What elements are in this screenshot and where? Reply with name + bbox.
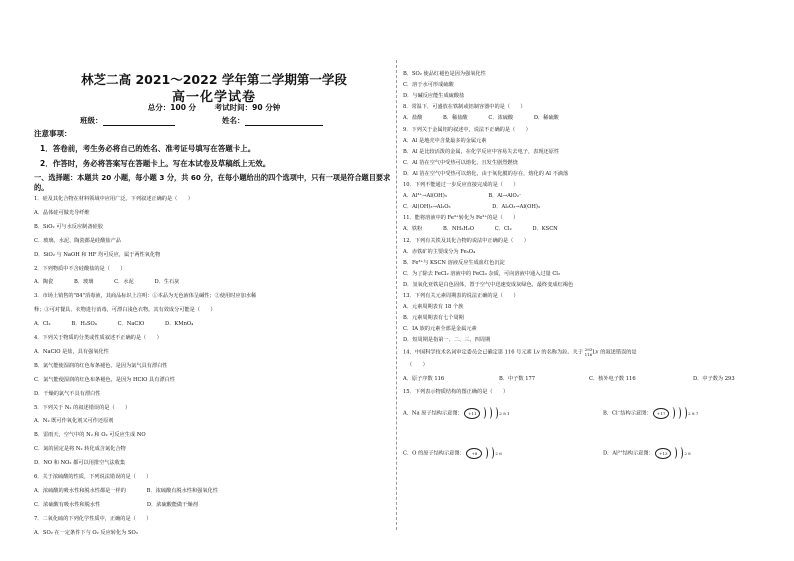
question-line: A．Al³⁺→Al(OH)₃ B．Al→AlO₂⁻	[403, 193, 522, 200]
question-line: 5．下列关于 N₂ 的叙述错误的是（ ）	[34, 404, 131, 411]
question-line: B．雷雨天，空气中的 N₂ 和 O₂ 可反应生成 NO	[34, 432, 146, 439]
question-line: 12．下列有关铁及其化合物的说法中正确的是（ ）	[403, 237, 529, 244]
question-line: A．铁粉 B．NH₃H₂O C．Cl₂ D．KSCN	[403, 226, 558, 233]
atom-diagram-icon: +13 2 8	[655, 447, 690, 459]
question-line: A．晶体硅可做光导纤维	[34, 209, 90, 216]
exam-time: 考试时间：90 分钟	[214, 103, 281, 112]
question-line: 7．二氧化硫的下列化学性质中，正确的是（ ）	[34, 515, 152, 522]
question-15: 15．下列表示物质结构的图正确的是（ ）	[403, 389, 509, 395]
atom-diagram-icon: +8 2 6	[466, 447, 501, 459]
question-line: C．氮的固定是将 N₂ 转化成含氮化合物	[34, 446, 126, 453]
question-line: B．Fe³⁺与 KSCN 溶液反应生成血红色沉淀	[403, 259, 505, 266]
question-line: C．Al(OH)₃→Al₂O₃ D．Al₂O₃→Al(OH)₃	[403, 204, 540, 211]
q14-option-c: C．核外电子数 116	[589, 376, 636, 382]
question-line: B．Al 是比较活泼的金属，在化学反应中容易失去电子，表现还原性	[403, 148, 560, 155]
question-line: C．玻璃、水泥、陶瓷都是硅酸盐产品	[34, 237, 121, 244]
question-line: 释；③可对餐具、衣物进行消毒，可漂白浅色衣物。其有效成分可能是（ ）	[34, 307, 216, 314]
question-line: 3．市场上销售的"84"消毒液，其商品标识上注明：①本品为无色液体呈碱性；②使用时应加水稀	[34, 293, 257, 300]
question-line: D．SiO₂ 与 NaOH 和 HF 均可反应，属于两性氧化物	[34, 251, 161, 258]
total-score: 总分：100 分	[147, 103, 197, 112]
class-field: 班级：	[80, 115, 175, 126]
q15-option-a: A．Na 原子结构示意图： +11 2 8 1	[403, 407, 510, 419]
question-line: B．SiO₂ 可与水反应制备硅胶	[34, 223, 103, 230]
section-heading: 一、选择题：本题共 20 小题，每小题 3 分，共 60 分，在每小题给出的四个选项中，只有一项是符合题目要求的。	[34, 173, 391, 192]
question-14: 14．中国科学技术名词审定委员会已确定第 116 号元素 Lv 的名称为鉝。关于 293 116Lv 的叙述错误的是	[403, 347, 637, 357]
question-line: A．盐酸 B．稀盐酸 C．浓硫酸 D．稀硫酸	[403, 115, 559, 122]
question-line: A．赤铁矿的主要成分为 Fe₃O₄	[403, 248, 476, 255]
question-line: A．N₂ 既可作氧化剂又可作还原剂	[34, 418, 114, 425]
note-item: 2．作答时，务必将答案写在答题卡上。写在本试卷及草稿纸上无效。	[40, 159, 271, 168]
question-line: 1．硅及其化合物在材料领域中应用广泛。下列叙述正确的是（ ）	[34, 196, 193, 202]
exam-subtitle: 高一化学试卷	[171, 90, 256, 105]
question-line: 9．下列关于金属铝的叙述中，说法不正确的是（ ）	[403, 126, 531, 133]
question-line: D．Al 箔在空气中受热可以熔化，由于氧化膜的存在，熔化的 Al 不滴落	[403, 170, 569, 177]
question-line: B．氯气能使湿润的红色布条褪色，是因为氯气具有漂白性	[34, 362, 168, 369]
q14-paren: （ ）	[407, 362, 428, 368]
question-line: A．陶瓷 B．玻璃 C．水泥 D．生石灰	[34, 279, 180, 286]
name-field: 姓名：	[222, 115, 323, 126]
question-line: A．元素周期表有 18 个族	[403, 304, 464, 311]
question-line: D．氢氧化亚铁是白色固体，置于空气中迅速变成灰绿色，最终变成红褐色	[403, 281, 574, 288]
question-line: D．与碱反应能生成硫酸盐	[403, 93, 465, 100]
question-line: B．元素周期表有七个周期	[403, 315, 464, 322]
question-line: A．浓硫酸的吸水性和脱水性都是一样的 B．浓硫酸有脱水性和强氧化性	[34, 487, 218, 494]
atom-diagram-icon: +17 2 8 7	[653, 407, 698, 419]
column-divider	[396, 60, 397, 530]
question-line: C．浓硫酸有吸水性和脱水性 D．浓硫酸能做干燥剂	[34, 501, 198, 508]
question-line: B．SO₂ 使品红褪色是因为强氧化性	[403, 71, 486, 77]
question-line: A．Cl₂ B．H₂SO₄ C．NaClO D．KMnO₄	[34, 321, 194, 328]
question-line: C．氯气能使湿润的红色布条褪色，是因为 HClO 具有漂白性	[34, 376, 175, 383]
q15-option-c: C．O 的原子结构示意图： +8 2 6	[403, 447, 502, 459]
question-line: C．溶于水可形成硫酸	[403, 82, 454, 89]
exam-title: 林芝二高 2021～2022 学年第二学期第一学段	[81, 72, 347, 87]
q14-option-d: D．中子数为 293	[693, 376, 735, 382]
question-line: D．短周期是指第一、二、三、四周期	[403, 337, 491, 344]
question-line: C．IA 族的元素全部是金属元素	[403, 326, 477, 333]
q14-option-b: B．中子数 177	[499, 376, 536, 382]
q14-option-a: A．原子序数 116	[403, 376, 445, 382]
question-line: 11．能将溶液中的 Fe³⁺转化为 Fe²⁺的是（ ）	[403, 215, 519, 222]
question-line: A．Al 是地壳中含量最多的金属元素	[403, 137, 487, 144]
q15-option-b: B．Cl⁻结构示意图： +17 2 8 7	[603, 407, 698, 419]
question-line: A．SO₂ 在一定条件下与 O₂ 反应转化为 SO₃	[34, 529, 138, 536]
question-line: 2．下列物质中不含硅酸盐的是（ ）	[34, 265, 126, 272]
question-line: 10．下列不能通过一步反应直接完成的是（ ）	[403, 182, 519, 188]
question-line: 8．常温下，可盛放在铁制或铝制容器中的是（ ）	[403, 104, 526, 111]
question-line: C．为了除去 FeCl₂ 溶液中的 FeCl₃ 杂质，可向溶液中通入过量 Cl₂	[403, 270, 561, 277]
question-line: D．NO 和 NO₂ 都可以用排空气法收集	[34, 460, 126, 467]
notes-heading: 注意事项：	[34, 129, 72, 138]
question-line: 6．关于浓硫酸的性质，下列说法错误的是（ ）	[34, 474, 152, 480]
atom-diagram-icon: +11 2 8 1	[464, 407, 509, 419]
exam-meta	[34, 102, 394, 113]
question-line: C．Al 箔在空气中受热可以熔化，且发生剧烈燃烧	[403, 159, 518, 166]
question-line: A．NaClO 是盐，具有强氧化性	[34, 348, 109, 355]
question-line: 4．下列关于物质的分类或性质叙述不正确的是（ ）	[34, 335, 162, 341]
question-line: D．干燥的氯气不具有漂白性	[34, 390, 101, 397]
q15-option-d: D．Al³⁺结构示意图： +13 2 8	[603, 447, 691, 459]
note-item: 1．答卷前，考生务必将自己的姓名、准考证号填写在答题卡上。	[40, 144, 256, 153]
question-line: 13．下列有关元素周期表的说法正确的是（ ）	[403, 293, 519, 299]
